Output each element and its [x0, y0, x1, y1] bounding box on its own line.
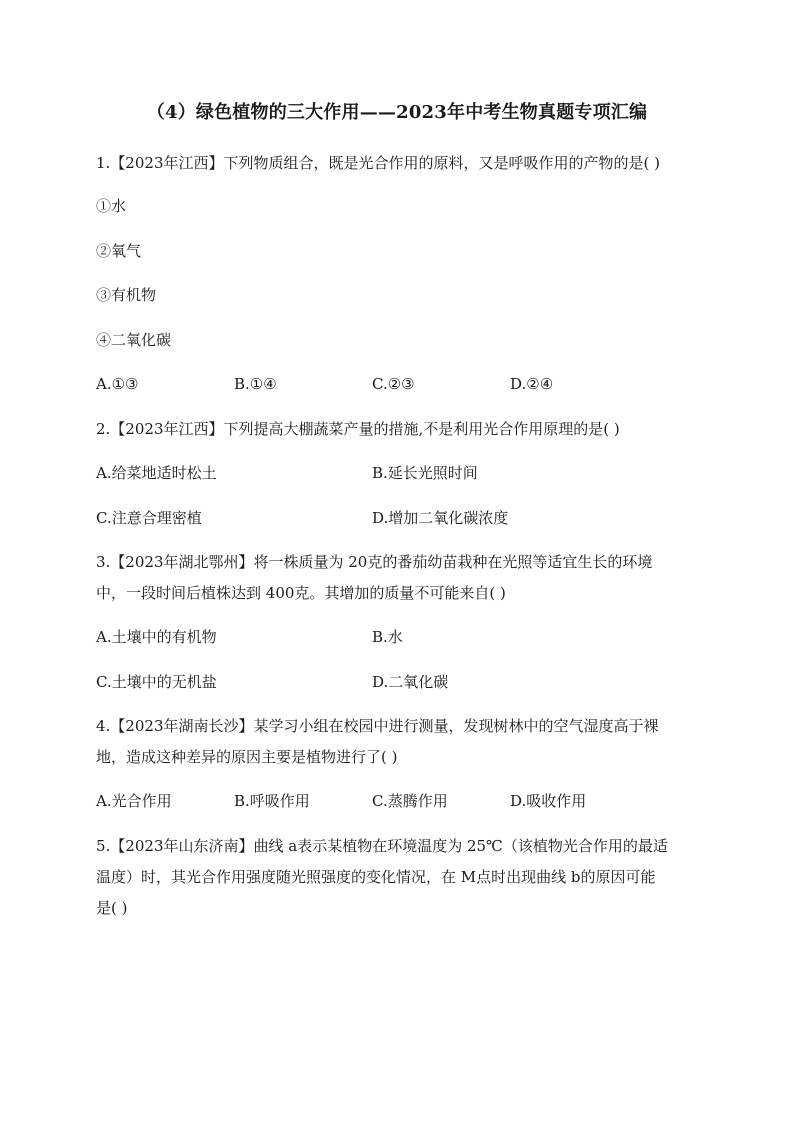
- question-1-item-3: ③有机物: [96, 286, 157, 304]
- question-1-stem: 1.【2023年江西】下列物质组合，既是光合作用的原料，又是呼吸作用的产物的是( ): [96, 154, 660, 172]
- question-2-option-c: C.注意合理密植: [96, 509, 202, 527]
- question-1-item-2: ②氧气: [96, 242, 142, 260]
- question-1-option-c: C.②③: [372, 375, 415, 393]
- question-2-option-a: A.给菜地适时松土: [96, 464, 217, 482]
- question-1-option-a: A.①③: [96, 375, 139, 393]
- question-5-stem-line-3: 是( ): [96, 899, 128, 917]
- question-3-option-b: B.水: [372, 628, 403, 646]
- page-title: （4）绿色植物的三大作用——2023年中考生物真题专项汇编: [146, 102, 648, 123]
- question-1-item-1: ①水: [96, 197, 127, 215]
- question-3-stem-line-2: 中，一段时间后植株达到 400克。其增加的质量不可能来自( ): [96, 584, 506, 602]
- question-1-option-b: B.①④: [234, 375, 277, 393]
- question-2-option-d: D.增加二氧化碳浓度: [372, 509, 509, 527]
- question-2-stem: 2.【2023年江西】下列提高大棚蔬菜产量的措施,不是利用光合作用原理的是( ): [96, 420, 620, 438]
- question-3-option-d: D.二氧化碳: [372, 673, 449, 691]
- question-4-option-a: A.光合作用: [96, 792, 172, 810]
- question-3-stem-line-1: 3.【2023年湖北鄂州】将一株质量为 20克的番茄幼苗栽种在光照等适宜生长的环境: [96, 553, 653, 571]
- question-4-option-d: D.吸收作用: [510, 792, 587, 810]
- question-4-option-c: C.蒸腾作用: [372, 792, 448, 810]
- question-2-option-b: B.延长光照时间: [372, 464, 478, 482]
- question-4-option-b: B.呼吸作用: [234, 792, 310, 810]
- question-1-option-d: D.②④: [510, 375, 554, 393]
- question-1-item-4: ④二氧化碳: [96, 331, 172, 349]
- question-5-stem-line-2: 温度）时，其光合作用强度随光照强度的变化情况，在 M点时出现曲线 b的原因可能: [96, 868, 656, 886]
- question-4-stem-line-2: 地，造成这种差异的原因主要是植物进行了( ): [96, 748, 398, 766]
- question-5-stem-line-1: 5.【2023年山东济南】曲线 a表示某植物在环境温度为 25℃（该植物光合作用的最适: [96, 837, 668, 855]
- question-3-option-a: A.土壤中的有机物: [96, 628, 217, 646]
- question-3-option-c: C.土壤中的无机盐: [96, 673, 217, 691]
- question-4-stem-line-1: 4.【2023年湖南长沙】某学习小组在校园中进行测量，发现树林中的空气湿度高于裸: [96, 717, 659, 735]
